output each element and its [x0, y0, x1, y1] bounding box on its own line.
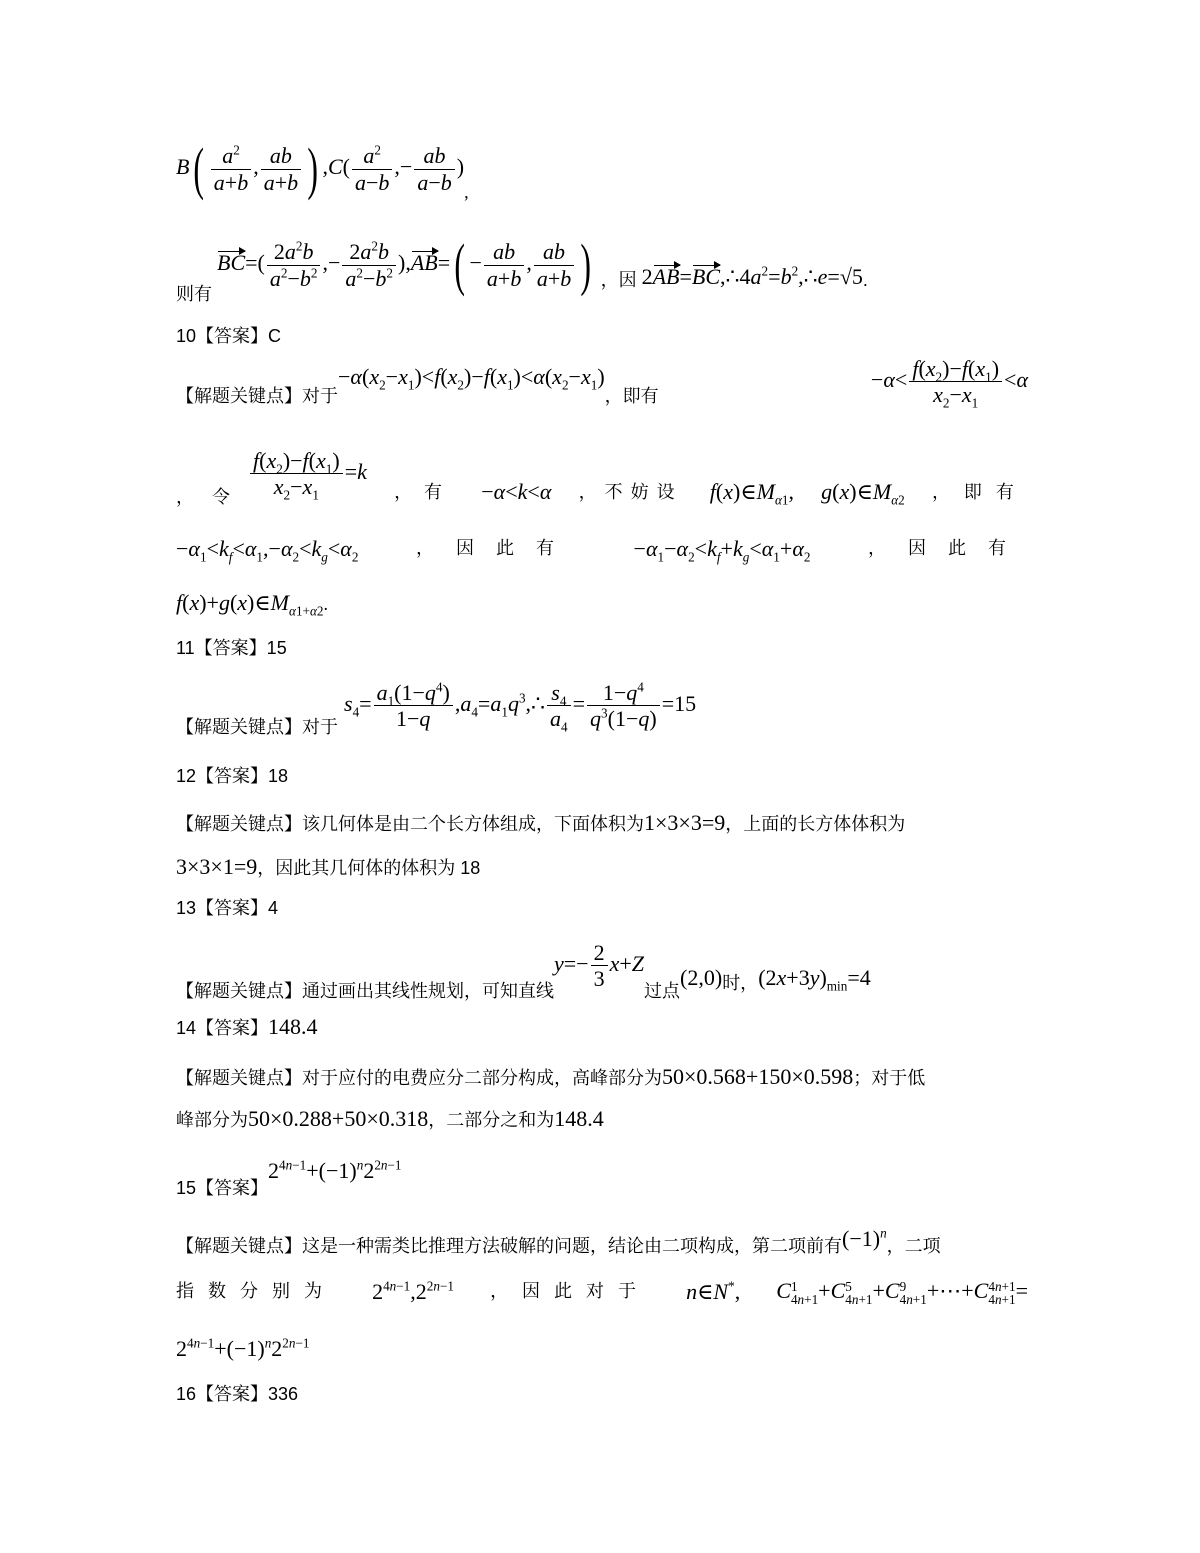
q10-key-line-1: 【解题关键点】对于$-\alpha(x_2-x_1)<f(x_2)-f(x_1)<\alpha(x_2-x_1)$，即有 −α< $\frac{f(x_2)-f(x_1)}{x_2-x_1}$ <α — [176, 356, 1028, 411]
q15-key-label: 【解题关键点】这是一种需类比推理方法破解的问题，结论由二项构成，第二项前有 — [176, 1236, 842, 1256]
q14-key-line-1 — [176, 1064, 1028, 1090]
q15-answer-heading: 15【答案】 — [176, 1178, 269, 1198]
q14-semi: ；对于低 — [853, 1068, 926, 1088]
q12-mid: ，上面的长方体体积为 — [725, 814, 906, 834]
q13-key-label: 【解题关键点】通过画出其线性规划，可知直线 — [176, 980, 554, 1001]
q10-yinciyou2: ，因此有 — [868, 538, 1028, 559]
q10-bufangshe: ，不妨设 — [578, 482, 683, 503]
q11-answer-heading: 11【答案】15 — [176, 638, 287, 658]
q10-key-line-2: ，令 $\frac{f(x_2)-f(x_1)}{x_2-x_1}$ =k ，有 −α<k<α ，不妨设 $f(x)\in M_{\alpha 1}$, $g(x)\in M_{\alpha 2}$ ，即有 — [176, 448, 1028, 508]
q9-vector-line: 则有 BC=( $\frac{2a^2b}{a^2-b^2}$ ,− $\frac{2a^2b}{a^2-b^2}$ ),AB=( − $\frac{ab}{a+b}$ , $\frac{ab}{a+b}$ ) ，因 $2AB=BC,\therefore 4a^2=b^2,\therefore e=√5$. — [176, 232, 868, 305]
q14-high-expr: 50×0.568+150×0.598 — [662, 1064, 854, 1089]
q15-key-line-1: 【解题关键点】这是一种需类比推理方法破解的问题，结论由二项构成，第二项前有$(-1)^n$，二项 — [176, 1225, 941, 1256]
q13-key-line: 【解题关键点】通过画出其线性规划，可知直线y=− $\frac{2}{3}$ x+Z过点(2,0)时，$(2x+3y)_{min}=4$ — [176, 940, 871, 1001]
q12-answer-heading: 12【答案】18 — [176, 766, 289, 786]
q10-key-label: 【解题关键点】对于 — [176, 386, 338, 406]
q10-key-line-3: $-\alpha_1<k_f<\alpha_1,-\alpha_2<k_g<\alpha_2$ ，因此有 $-\alpha_1-\alpha_2<k_f+k_g<\alpha_1+\alpha_2$ ，因此有 — [176, 536, 1028, 565]
q11-key-label: 【解题关键点】对于 — [176, 716, 338, 737]
q14-answer-value: 148.4 — [268, 1014, 318, 1039]
q12-key-line-2: 3×3×1=9，因此其几何体的体积为 18 — [176, 854, 481, 879]
q13-guodian: 过点 — [644, 980, 681, 1001]
q13-shi: 时， — [722, 972, 759, 993]
q14-key-label: 【解题关键点】对于应付的电费应分二部分构成，高峰部分为 — [176, 1068, 662, 1088]
q14-answer-line — [176, 1014, 1028, 1040]
q14-key-line-2 — [176, 1106, 1028, 1132]
q10-jiyou2: ，即有 — [931, 482, 1028, 503]
q10-key-line-4: $f(x)+g(x)\in M_{\alpha 1+\alpha 2}$. — [176, 590, 328, 619]
q11-key-line: 【解题关键点】对于$s_4=$ $\frac{a_1(1-q^4)}{1-q}$ $,a_4=a_1q^3,\therefore$ $\frac{s_4}{a_4}$ = $\frac{1-q^4}{q^3(1-q)}$ =15 — [176, 679, 697, 737]
q9-zeyou: 则有 — [176, 284, 212, 305]
q12-key-label: 【解题关键点】该几何体是由二个长方体组成，下面体积为 — [176, 814, 644, 834]
q15-answer-line: 15【答案】$2^{4n-1}+(-1)^n2^{2n-1}$ — [176, 1157, 402, 1198]
q14-answer-heading: 14【答案】 — [176, 1018, 269, 1038]
q14-low-lead: 峰部分为 — [176, 1110, 248, 1130]
q16-answer-heading: 16【答案】336 — [176, 1384, 299, 1404]
q15-zhishu: 指数分别为 — [176, 1281, 336, 1302]
q12-end: ，因此其几何体的体积为 18 — [257, 858, 481, 878]
q9-coordinates-line: B( $\frac{a^2}{a+b}$ , $\frac{ab}{a+b}$ ) ,C( $\frac{a^2}{a-b}$ ,− $\frac{ab}{a-b}$ )$_,$ — [176, 136, 469, 203]
q9-yin: ，因 — [600, 270, 637, 291]
q15-key-line-2: 指数分别为 $2^{4n-1},2^{2n-1}$ ，因此对于 n∈N*, C 1 4n+1 +C 5 4n+1 +C 9 4n+1 +⋯+C 4n+1 4n+1 = — [176, 1278, 1028, 1307]
q15-yinci: ，因此对于 — [490, 1281, 651, 1302]
q10-answer-heading: 10【答案】C — [176, 326, 282, 346]
q10-yinciyou: ，因此有 — [415, 538, 576, 559]
q10-jiyou: ，即有 — [604, 386, 659, 406]
q12-key-line-1: 【解题关键点】该几何体是由二个长方体组成，下面体积为1×3×3=9，上面的长方体体积为 — [176, 810, 906, 835]
q15-key-line-3: $2^{4n-1}+(-1)^n2^{2n-1}$ — [176, 1335, 310, 1361]
q14-low-expr: 50×0.288+50×0.318 — [248, 1106, 429, 1131]
q13-answer-heading: 13【答案】4 — [176, 898, 279, 918]
q10-ling: ，令 — [176, 486, 248, 507]
q14-sum-text: ，二部分之和为 — [428, 1110, 555, 1130]
q10-you: ，有 — [394, 482, 455, 503]
q15-erxiang: ，二项 — [886, 1236, 941, 1256]
q14-sum-value: 148.4 — [554, 1106, 604, 1131]
